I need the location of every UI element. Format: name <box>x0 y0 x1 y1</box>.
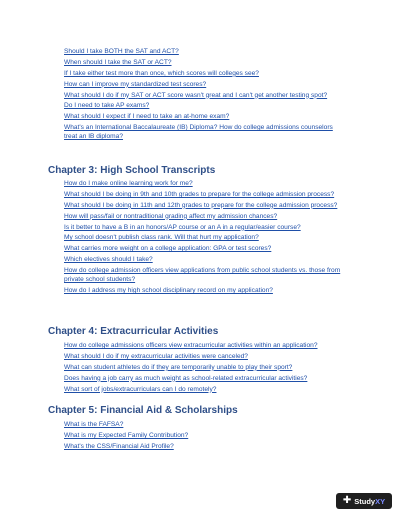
toc-item <box>0 420 400 429</box>
toc-link[interactable]: What's the CSS/Financial Aid Profile? <box>64 442 174 450</box>
toc-item <box>0 341 400 350</box>
toc-item <box>0 233 400 242</box>
toc-link[interactable]: How do I make online learning work for me? <box>64 180 193 187</box>
toc-item <box>0 190 400 199</box>
toc-item <box>0 431 400 440</box>
toc-link[interactable]: What should I be doing in 11th and 12th grades to prepare for the college admission process? <box>64 201 338 209</box>
toc-link[interactable]: What should I be doing in 9th and 10th grades to prepare for the college admission process? <box>64 190 335 198</box>
plus-icon: ✚ <box>342 495 352 506</box>
toc-section-chapter-5 <box>0 420 400 453</box>
chapter-5-heading: Chapter 5: Financial Aid & Scholarships <box>48 405 238 416</box>
toc-item <box>0 123 400 141</box>
toc-link[interactable]: What should I do if my SAT or ACT score wasn't great and I can't get another testing spot? <box>64 91 328 99</box>
toc-item <box>0 212 400 221</box>
toc-list <box>0 47 400 141</box>
toc-list <box>0 179 400 295</box>
toc-link[interactable]: Which electives should I take? <box>64 256 153 264</box>
toc-link[interactable]: What should I do if my extracurricular activities were canceled? <box>64 352 248 360</box>
toc-link[interactable]: What is my Expected Family Contribution? <box>64 431 189 439</box>
toc-link[interactable]: If I take either test more than once, which scores will colleges see? <box>64 69 259 77</box>
toc-item <box>0 286 400 295</box>
toc-section-tests <box>0 47 400 143</box>
toc-link[interactable]: How will pass/fail or nontraditional grading affect my admission chances? <box>64 212 278 220</box>
toc-item <box>0 58 400 67</box>
toc-link[interactable]: How do college admissions officers view extracurricular activities within an application? <box>64 342 318 349</box>
toc-link[interactable]: What sort of jobs/extracurriculars can I do remotely? <box>64 385 217 393</box>
toc-item <box>0 91 400 100</box>
toc-link[interactable]: Does having a job carry as much weight as school-related extracurricular activities? <box>64 374 308 382</box>
toc-list <box>0 341 400 394</box>
toc-item <box>0 80 400 89</box>
chapter-4-heading: Chapter 4: Extracurricular Activities <box>48 326 219 337</box>
toc-section-chapter-3 <box>0 179 400 297</box>
toc-link[interactable]: How do college admission officers view applications from public school students vs. those from private school students? <box>64 267 341 284</box>
toc-item <box>0 179 400 188</box>
toc-link[interactable]: How can I improve my standardized test scores? <box>64 80 207 88</box>
toc-list <box>0 420 400 451</box>
toc-link[interactable]: Is it better to have a B in an honors/AP course or an A in a regular/easier course? <box>64 223 301 231</box>
toc-item <box>0 352 400 361</box>
toc-item <box>0 363 400 372</box>
toc-link[interactable]: How do I address my high school disciplinary record on my application? <box>64 287 273 295</box>
toc-link[interactable]: When should I take the SAT or ACT? <box>64 58 172 66</box>
toc-item <box>0 112 400 121</box>
toc-link[interactable]: What should I expect if I need to take an at-home exam? <box>64 113 230 121</box>
toc-link[interactable]: What's an International Baccalaureate (IB) Diploma? How do college admissions counselors treat an IB diploma? <box>64 124 333 141</box>
toc-item <box>0 266 400 284</box>
toc-item <box>0 47 400 56</box>
toc-item <box>0 223 400 232</box>
toc-section-chapter-4 <box>0 341 400 395</box>
toc-item <box>0 69 400 78</box>
toc-link[interactable]: My school doesn't publish class rank. Will that hurt my application? <box>64 234 259 242</box>
toc-item <box>0 201 400 210</box>
toc-item <box>0 101 400 110</box>
toc-link[interactable]: What is the FAFSA? <box>64 421 124 428</box>
toc-item <box>0 244 400 253</box>
toc-link[interactable]: What can student athletes do if they are temporarily unable to play their sport? <box>64 363 293 371</box>
toc-item <box>0 374 400 383</box>
toc-item <box>0 385 400 394</box>
toc-item <box>0 255 400 264</box>
toc-link[interactable]: What carries more weight on a college application: GPA or test scores? <box>64 245 272 253</box>
toc-link[interactable]: Do I need to take AP exams? <box>64 102 150 110</box>
chapter-3-heading: Chapter 3: High School Transcripts <box>48 165 216 176</box>
badge-brand: StudyXY <box>354 496 386 506</box>
toc-link[interactable]: Should I take BOTH the SAT and ACT? <box>64 48 179 55</box>
toc-item <box>0 442 400 451</box>
studyxy-badge[interactable] <box>336 493 392 509</box>
